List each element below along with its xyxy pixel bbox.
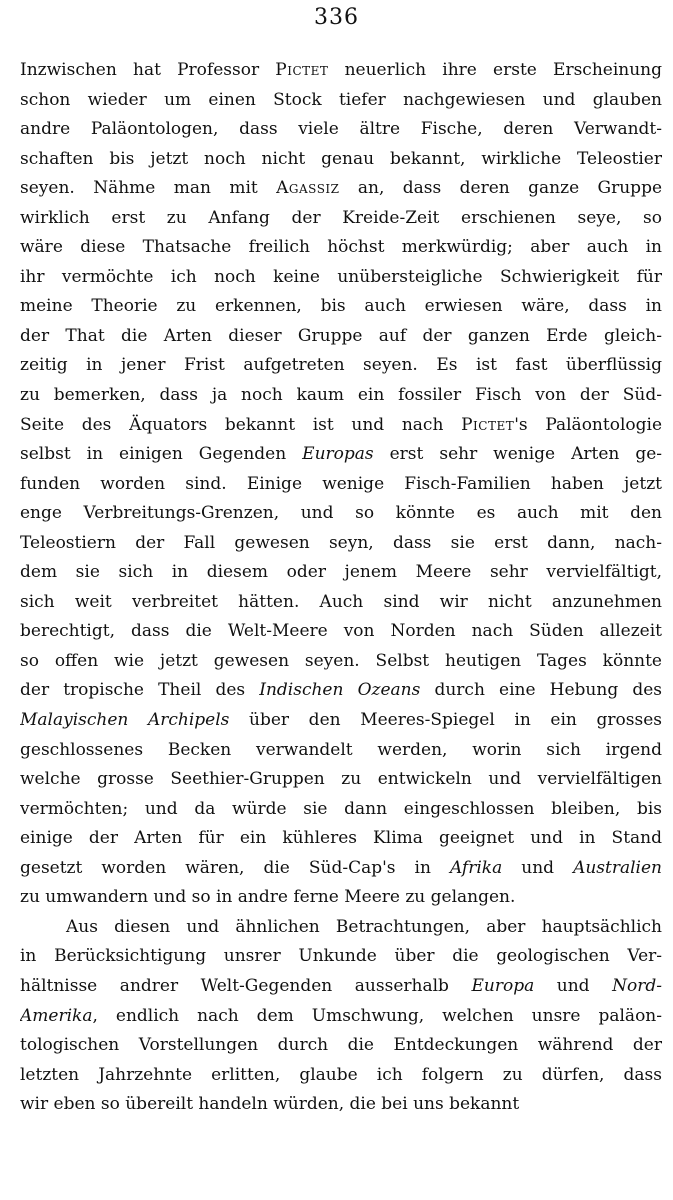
- text-line: der tropische Theil des Indischen Ozeans durch eine Hebung des: [20, 680, 662, 701]
- text-line: wäre diese Thatsache freilich höchst merkwürdig; aber auch in: [20, 237, 662, 258]
- text-line: selbst in einigen Gegenden Europas erst sehr wenige Arten ge-: [20, 444, 662, 465]
- text-line: dem sie sich in diesem oder jenem Meere sehr vervielfältigt,: [20, 562, 662, 583]
- text-line: zu umwandern und so in andre ferne Meere zu gelangen.: [20, 887, 516, 908]
- text-line: tologischen Vorstellungen durch die Entdeckungen während der: [20, 1035, 662, 1056]
- text-line: welche grosse Seethier-Gruppen zu entwickeln und vervielfältigen: [20, 769, 662, 790]
- text-line: zeitig in jener Frist aufgetreten seyen. Es ist fast überflüssig: [20, 355, 662, 376]
- text-line: sich weit verbreitet hätten. Auch sind wir nicht anzunehmen: [20, 591, 662, 612]
- text-line: zu bemerken, dass ja noch kaum ein fossiler Fisch von der Süd-: [20, 385, 662, 406]
- body-text: [20, 56, 662, 1120]
- text-line: enge Verbreitungs-Grenzen, und so könnte es auch mit den: [20, 503, 662, 524]
- text-line: wirklich erst zu Anfang der Kreide-Zeit erschienen seye, so: [20, 207, 662, 228]
- text-line: einige der Arten für ein kühleres Klima geeignet und in Stand: [20, 828, 662, 849]
- text-line: wir eben so übereilt handeln würden, die bei uns bekannt: [20, 1094, 520, 1115]
- text-line: ihr vermöchte ich noch keine unübersteigliche Schwierigkeit für: [20, 266, 662, 287]
- text-line: vermöchten; und da würde sie dann eingeschlossen bleiben, bis: [20, 798, 662, 819]
- text-line: hältnisse andrer Welt-Gegenden ausserhalb Europa und Nord-: [20, 975, 662, 996]
- text-line: in Berücksichtigung unsrer Unkunde über die geologischen Ver-: [20, 946, 662, 967]
- text-line: berechtigt, dass die Welt-Meere von Norden nach Süden allezeit: [20, 621, 662, 642]
- text-line: schaften bis jetzt noch nicht genau bekannt, wirkliche Teleostier: [20, 148, 662, 169]
- text-line: der That die Arten dieser Gruppe auf der ganzen Erde gleich-: [20, 325, 662, 346]
- text-line: Malayischen Archipels über den Meeres-Spiegel in ein grosses: [20, 710, 662, 731]
- text-line: Aus diesen und ähnlichen Betrachtungen, aber hauptsächlich: [66, 916, 662, 937]
- text-line: meine Theorie zu erkennen, bis auch erwiesen wäre, dass in: [20, 296, 662, 317]
- text-line: funden worden sind. Einige wenige Fisch-Familien haben jetzt: [20, 473, 662, 494]
- text-line: schon wieder um einen Stock tiefer nachgewiesen und glauben: [20, 89, 662, 110]
- text-line: geschlossenes Becken verwandelt werden, worin sich irgend: [20, 739, 662, 760]
- text-line: seyen. Nähme man mit Agassiz an, dass deren ganze Gruppe: [20, 178, 662, 199]
- text-line: Teleostiern der Fall gewesen seyn, dass sie erst dann, nach-: [20, 532, 662, 553]
- text-line: andre Paläontologen, dass viele ältre Fische, deren Verwandt-: [20, 119, 662, 140]
- text-line: so offen wie jetzt gewesen seyen. Selbst heutigen Tages könnte: [20, 650, 662, 671]
- text-line: letzten Jahrzehnte erlitten, glaube ich folgern zu dürfen, dass: [20, 1064, 662, 1085]
- text-line: Seite des Äquators bekannt ist und nach Pictet's Paläontologie: [20, 414, 662, 435]
- text-line: gesetzt worden wären, die Süd-Cap's in Afrika und Australien: [20, 857, 662, 878]
- page-number: 336: [314, 5, 359, 30]
- text-line: Amerika, endlich nach dem Umschwung, welchen unsre paläon-: [20, 1005, 662, 1026]
- text-line: Inzwischen hat Professor Pictet neuerlich ihre erste Erscheinung: [20, 60, 662, 80]
